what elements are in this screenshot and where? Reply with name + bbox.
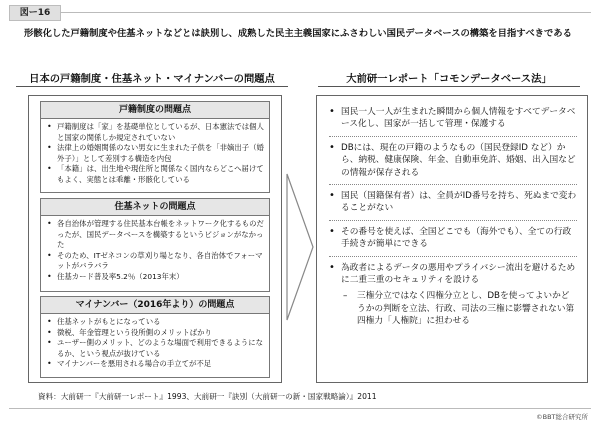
headline: 形骸化した戸籍制度や住基ネットなどとは訣別し、成熟した民主主義国家にふさわしい国民データベースの構築を目指すべきである bbox=[24, 28, 572, 39]
list-item: • 各自治体が管理する住民基本台帳をネットワーク化するものだったが、国民データベースを構築するというビジョンがなかった bbox=[47, 219, 265, 251]
proposal-item: • 為政者によるデータの悪用やプライバシー流出を避けるために二重三重のセキュリティを設ける bbox=[327, 262, 577, 287]
proposal-panel bbox=[316, 95, 588, 383]
list-item: • そのため、ITゼネコンの草刈り場となり、各自治体でフォーマットがバラバラ bbox=[47, 251, 265, 272]
right-arrow-icon bbox=[285, 172, 315, 322]
right-column-title: 大前研一レポート「コモンデータベース法」 bbox=[346, 73, 552, 85]
dotted-divider bbox=[329, 184, 577, 185]
list-item: • 「本籍」は、出生地や現住所と関係なく国内ならどこへ届けてもよく、実態とは乖離・形骸化している bbox=[47, 164, 265, 185]
dotted-divider bbox=[329, 220, 577, 221]
proposal-sub-item: – 三権分立ではなく四権分立とし、DBを使ってよいかどうかの判断を立法、行政、司法の三権に影響されない第四権力「人権院」に担わせる bbox=[327, 290, 577, 327]
section-header-koseki: 戸籍制度の問題点 bbox=[40, 101, 270, 119]
top-divider bbox=[60, 12, 591, 13]
figure-label: 図ー16 bbox=[9, 5, 61, 21]
dotted-divider bbox=[329, 256, 577, 257]
proposal-item: • 国民一人一人が生まれた瞬間から個人情報をすべてデータベース化し、国家が一括して管理・保護する bbox=[327, 106, 577, 131]
bottom-divider bbox=[9, 408, 591, 409]
copyright: ©BBT総合研究所 bbox=[536, 413, 588, 421]
my-number-problem-list bbox=[47, 317, 265, 370]
juki-net-problem-list bbox=[47, 219, 265, 283]
section-body-my-number bbox=[40, 314, 270, 378]
koseki-problem-list bbox=[47, 122, 265, 186]
proposal-item: • 国民（国籍保有者）は、全員がID番号を持ち、死ぬまで変わることがない bbox=[327, 190, 577, 215]
source-note: 資料：大前研一『大前研一レポート』1993、大前研一『訣別（大前研一の新・国家戦略論）』2011 bbox=[38, 392, 377, 401]
section-body-koseki bbox=[40, 119, 270, 193]
right-title-underline bbox=[318, 86, 580, 87]
list-item: • ユーザー側のメリット、どのような場面で利用できるようになるか、という視点が抜けている bbox=[47, 338, 265, 359]
proposal-item: • その番号を使えば、全国どこでも（海外でも）、全ての行政手続きが簡単にできる bbox=[327, 226, 577, 251]
list-item: • 戸籍制度は「家」を基礎単位としているが、日本憲法では個人と国家の関係しか規定されていない bbox=[47, 122, 265, 143]
list-item: • 住基カード普及率5.2％（2013年末） bbox=[47, 272, 265, 283]
proposal-item: • DBには、現在の戸籍のようなもの（国民登録ID など）から、納税、健康保険、年金、自動車免許、婚姻、出入国などの情報が保存される bbox=[327, 142, 577, 179]
section-header-juki-net: 住基ネットの問題点 bbox=[40, 198, 270, 216]
left-column-title: 日本の戸籍制度・住基ネット・マイナンバーの問題点 bbox=[29, 73, 275, 85]
section-body-juki-net bbox=[40, 216, 270, 292]
section-header-my-number: マイナンバー（2016年より）の問題点 bbox=[40, 296, 270, 314]
list-item: • マイナンバーを悪用される場合の手立てが不足 bbox=[47, 359, 265, 370]
dotted-divider bbox=[329, 136, 577, 137]
list-item: • 法律上の婚姻関係のない男女に生まれた子供を「非嫡出子（婚外子）」として差別する構造を内包 bbox=[47, 143, 265, 164]
list-item: • 住基ネットがもとになっている bbox=[47, 317, 265, 328]
left-title-underline bbox=[16, 86, 288, 87]
list-item: • 徴税、年金管理という役所側のメリットばかり bbox=[47, 328, 265, 339]
